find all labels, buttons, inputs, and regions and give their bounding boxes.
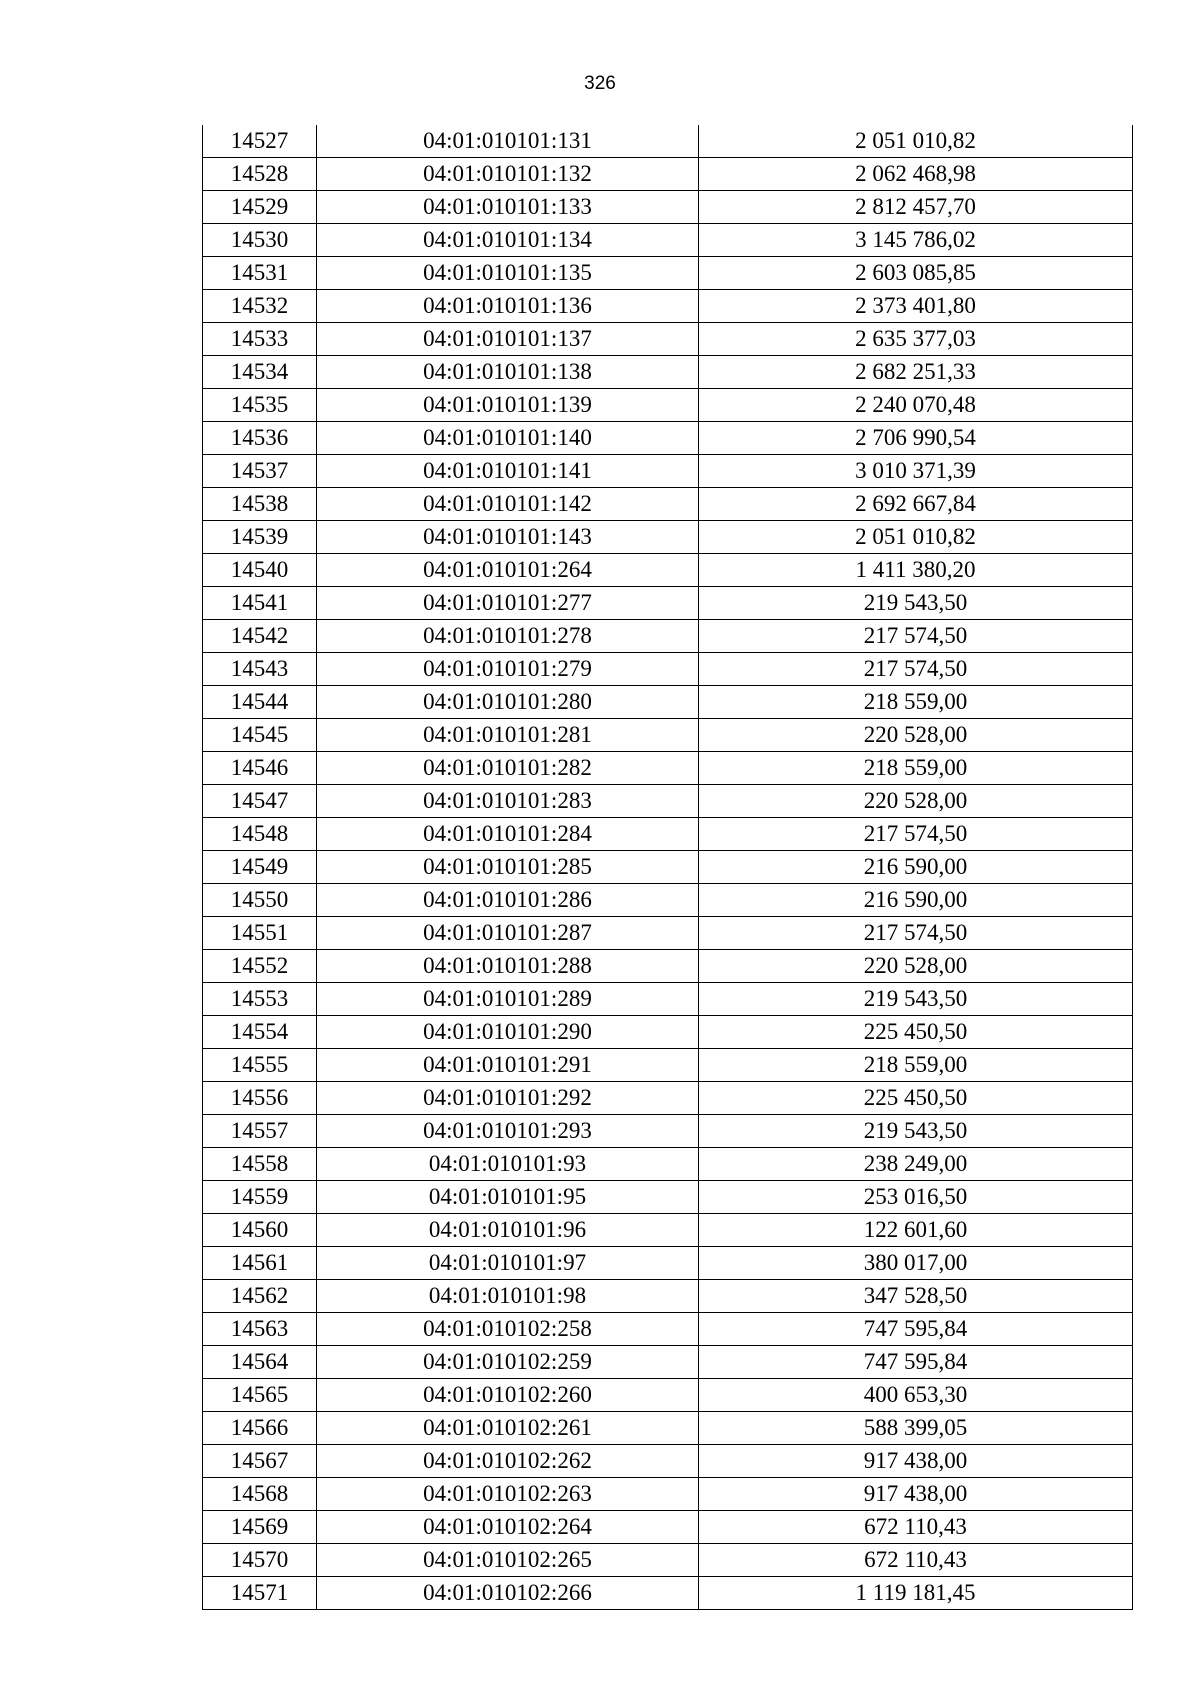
cadastral-number-cell: 04:01:010101:282 — [317, 752, 699, 785]
cadastral-number-cell: 04:01:010101:141 — [317, 455, 699, 488]
cadastral-number-cell: 04:01:010101:286 — [317, 884, 699, 917]
table-row — [203, 290, 1133, 323]
cadastral-value-cell: 218 559,00 — [699, 686, 1133, 719]
cadastral-value-cell: 2 635 377,03 — [699, 323, 1133, 356]
cadastral-number-cell: 04:01:010101:293 — [317, 1115, 699, 1148]
cadastral-number-cell: 04:01:010101:287 — [317, 917, 699, 950]
cadastral-value-cell: 2 682 251,33 — [699, 356, 1133, 389]
cadastral-number-cell: 04:01:010101:281 — [317, 719, 699, 752]
cadastral-value-cell: 218 559,00 — [699, 1049, 1133, 1082]
table-row — [203, 389, 1133, 422]
row-number-cell: 14540 — [203, 554, 317, 587]
row-number-cell: 14558 — [203, 1148, 317, 1181]
table-row — [203, 1016, 1133, 1049]
table-row — [203, 818, 1133, 851]
row-number-cell: 14528 — [203, 158, 317, 191]
table-row — [203, 1214, 1133, 1247]
cadastral-number-cell: 04:01:010101:98 — [317, 1280, 699, 1313]
table-row — [203, 1544, 1133, 1577]
table-row — [203, 1148, 1133, 1181]
table-row — [203, 158, 1133, 191]
row-number-cell: 14531 — [203, 257, 317, 290]
row-number-cell: 14559 — [203, 1181, 317, 1214]
row-number-cell: 14555 — [203, 1049, 317, 1082]
table-row — [203, 884, 1133, 917]
cadastral-value-cell: 2 373 401,80 — [699, 290, 1133, 323]
cadastral-value-cell: 219 543,50 — [699, 1115, 1133, 1148]
cadastral-value-cell: 216 590,00 — [699, 851, 1133, 884]
table-row — [203, 323, 1133, 356]
table-row — [203, 851, 1133, 884]
cadastral-value-cell: 3 010 371,39 — [699, 455, 1133, 488]
table-row — [203, 224, 1133, 257]
table-row — [203, 1049, 1133, 1082]
cadastral-number-cell: 04:01:010101:131 — [317, 125, 699, 158]
cadastral-value-cell: 2 692 667,84 — [699, 488, 1133, 521]
cadastral-number-cell: 04:01:010101:97 — [317, 1247, 699, 1280]
cadastral-value-cell: 347 528,50 — [699, 1280, 1133, 1313]
cadastral-value-cell: 2 812 457,70 — [699, 191, 1133, 224]
table-row — [203, 1577, 1133, 1610]
cadastral-number-cell: 04:01:010101:291 — [317, 1049, 699, 1082]
row-number-cell: 14570 — [203, 1544, 317, 1577]
table-row — [203, 1280, 1133, 1313]
row-number-cell: 14552 — [203, 950, 317, 983]
cadastral-value-cell: 218 559,00 — [699, 752, 1133, 785]
cadastral-value-cell: 588 399,05 — [699, 1412, 1133, 1445]
row-number-cell: 14544 — [203, 686, 317, 719]
cadastral-number-cell: 04:01:010101:133 — [317, 191, 699, 224]
cadastral-value-cell: 2 603 085,85 — [699, 257, 1133, 290]
cadastral-value-cell: 219 543,50 — [699, 983, 1133, 1016]
row-number-cell: 14560 — [203, 1214, 317, 1247]
cadastral-number-cell: 04:01:010101:136 — [317, 290, 699, 323]
cadastral-number-cell: 04:01:010101:264 — [317, 554, 699, 587]
table-row — [203, 191, 1133, 224]
cadastral-number-cell: 04:01:010101:142 — [317, 488, 699, 521]
table-row — [203, 488, 1133, 521]
table-row — [203, 653, 1133, 686]
cadastral-number-cell: 04:01:010101:96 — [317, 1214, 699, 1247]
cadastral-value-cell: 238 249,00 — [699, 1148, 1133, 1181]
cadastral-value-cell: 2 706 990,54 — [699, 422, 1133, 455]
table-body — [203, 125, 1133, 1610]
cadastral-value-cell: 672 110,43 — [699, 1511, 1133, 1544]
row-number-cell: 14543 — [203, 653, 317, 686]
table-row — [203, 1346, 1133, 1379]
table-row — [203, 1082, 1133, 1115]
row-number-cell: 14538 — [203, 488, 317, 521]
cadastral-value-cell: 380 017,00 — [699, 1247, 1133, 1280]
cadastral-number-cell: 04:01:010101:139 — [317, 389, 699, 422]
table-row — [203, 917, 1133, 950]
row-number-cell: 14548 — [203, 818, 317, 851]
cadastral-value-cell: 220 528,00 — [699, 785, 1133, 818]
row-number-cell: 14550 — [203, 884, 317, 917]
row-number-cell: 14557 — [203, 1115, 317, 1148]
cadastral-number-cell: 04:01:010101:283 — [317, 785, 699, 818]
row-number-cell: 14562 — [203, 1280, 317, 1313]
row-number-cell: 14533 — [203, 323, 317, 356]
cadastral-value-cell: 2 240 070,48 — [699, 389, 1133, 422]
row-number-cell: 14535 — [203, 389, 317, 422]
cadastral-number-cell: 04:01:010101:93 — [317, 1148, 699, 1181]
row-number-cell: 14564 — [203, 1346, 317, 1379]
row-number-cell: 14537 — [203, 455, 317, 488]
cadastral-value-cell: 400 653,30 — [699, 1379, 1133, 1412]
row-number-cell: 14551 — [203, 917, 317, 950]
cadastral-number-cell: 04:01:010101:285 — [317, 851, 699, 884]
row-number-cell: 14563 — [203, 1313, 317, 1346]
cadastral-value-cell: 217 574,50 — [699, 917, 1133, 950]
cadastral-number-cell: 04:01:010102:261 — [317, 1412, 699, 1445]
table-row — [203, 983, 1133, 1016]
table-row — [203, 1181, 1133, 1214]
page-number: 326 — [584, 73, 616, 94]
table-row — [203, 620, 1133, 653]
row-number-cell: 14530 — [203, 224, 317, 257]
row-number-cell: 14566 — [203, 1412, 317, 1445]
table-row — [203, 455, 1133, 488]
cadastral-number-cell: 04:01:010101:292 — [317, 1082, 699, 1115]
cadastral-value-cell: 220 528,00 — [699, 719, 1133, 752]
cadastral-value-cell: 917 438,00 — [699, 1445, 1133, 1478]
table-row — [203, 587, 1133, 620]
cadastral-number-cell: 04:01:010101:279 — [317, 653, 699, 686]
row-number-cell: 14532 — [203, 290, 317, 323]
table-row — [203, 1115, 1133, 1148]
row-number-cell: 14546 — [203, 752, 317, 785]
row-number-cell: 14527 — [203, 125, 317, 158]
cadastral-number-cell: 04:01:010102:265 — [317, 1544, 699, 1577]
table-row — [203, 1313, 1133, 1346]
cadastral-value-cell: 216 590,00 — [699, 884, 1133, 917]
row-number-cell: 14534 — [203, 356, 317, 389]
cadastral-value-cell: 2 051 010,82 — [699, 521, 1133, 554]
cadastral-number-cell: 04:01:010101:138 — [317, 356, 699, 389]
cadastral-value-cell: 2 062 468,98 — [699, 158, 1133, 191]
cadastral-number-cell: 04:01:010102:266 — [317, 1577, 699, 1610]
row-number-cell: 14567 — [203, 1445, 317, 1478]
cadastral-number-cell: 04:01:010101:140 — [317, 422, 699, 455]
cadastral-number-cell: 04:01:010102:260 — [317, 1379, 699, 1412]
table-row — [203, 785, 1133, 818]
row-number-cell: 14545 — [203, 719, 317, 752]
row-number-cell: 14542 — [203, 620, 317, 653]
row-number-cell: 14553 — [203, 983, 317, 1016]
cadastral-number-cell: 04:01:010101:288 — [317, 950, 699, 983]
cadastral-number-cell: 04:01:010101:278 — [317, 620, 699, 653]
row-number-cell: 14568 — [203, 1478, 317, 1511]
cadastral-number-cell: 04:01:010102:263 — [317, 1478, 699, 1511]
cadastral-value-cell: 219 543,50 — [699, 587, 1133, 620]
cadastral-value-cell: 122 601,60 — [699, 1214, 1133, 1247]
cadastral-value-cell: 225 450,50 — [699, 1016, 1133, 1049]
table-row — [203, 521, 1133, 554]
table-row — [203, 257, 1133, 290]
row-number-cell: 14569 — [203, 1511, 317, 1544]
cadastral-number-cell: 04:01:010101:137 — [317, 323, 699, 356]
row-number-cell: 14571 — [203, 1577, 317, 1610]
cadastral-table-container — [202, 125, 1132, 1610]
cadastral-value-cell: 217 574,50 — [699, 653, 1133, 686]
cadastral-value-cell: 217 574,50 — [699, 620, 1133, 653]
cadastral-value-cell: 220 528,00 — [699, 950, 1133, 983]
table-row — [203, 125, 1133, 158]
table-row — [203, 356, 1133, 389]
row-number-cell: 14539 — [203, 521, 317, 554]
table-row — [203, 1511, 1133, 1544]
table-row — [203, 554, 1133, 587]
cadastral-value-cell: 1 119 181,45 — [699, 1577, 1133, 1610]
cadastral-value-cell: 217 574,50 — [699, 818, 1133, 851]
cadastral-number-cell: 04:01:010101:95 — [317, 1181, 699, 1214]
row-number-cell: 14529 — [203, 191, 317, 224]
cadastral-number-cell: 04:01:010101:289 — [317, 983, 699, 1016]
table-row — [203, 752, 1133, 785]
row-number-cell: 14547 — [203, 785, 317, 818]
cadastral-number-cell: 04:01:010101:132 — [317, 158, 699, 191]
cadastral-number-cell: 04:01:010101:277 — [317, 587, 699, 620]
table-row — [203, 1247, 1133, 1280]
table-row — [203, 719, 1133, 752]
table-row — [203, 1379, 1133, 1412]
row-number-cell: 14554 — [203, 1016, 317, 1049]
table-row — [203, 1412, 1133, 1445]
cadastral-number-cell: 04:01:010102:262 — [317, 1445, 699, 1478]
cadastral-value-cell: 672 110,43 — [699, 1544, 1133, 1577]
cadastral-value-cell: 3 145 786,02 — [699, 224, 1133, 257]
cadastral-value-table — [202, 125, 1133, 1610]
cadastral-number-cell: 04:01:010102:259 — [317, 1346, 699, 1379]
row-number-cell: 14549 — [203, 851, 317, 884]
row-number-cell: 14561 — [203, 1247, 317, 1280]
cadastral-value-cell: 747 595,84 — [699, 1313, 1133, 1346]
cadastral-number-cell: 04:01:010101:134 — [317, 224, 699, 257]
cadastral-value-cell: 2 051 010,82 — [699, 125, 1133, 158]
row-number-cell: 14541 — [203, 587, 317, 620]
cadastral-number-cell: 04:01:010102:258 — [317, 1313, 699, 1346]
row-number-cell: 14556 — [203, 1082, 317, 1115]
cadastral-value-cell: 1 411 380,20 — [699, 554, 1133, 587]
table-row — [203, 422, 1133, 455]
cadastral-number-cell: 04:01:010101:135 — [317, 257, 699, 290]
table-row — [203, 1478, 1133, 1511]
table-row — [203, 1445, 1133, 1478]
table-row — [203, 950, 1133, 983]
cadastral-number-cell: 04:01:010101:143 — [317, 521, 699, 554]
cadastral-value-cell: 225 450,50 — [699, 1082, 1133, 1115]
cadastral-number-cell: 04:01:010102:264 — [317, 1511, 699, 1544]
table-row — [203, 686, 1133, 719]
cadastral-number-cell: 04:01:010101:290 — [317, 1016, 699, 1049]
cadastral-number-cell: 04:01:010101:284 — [317, 818, 699, 851]
row-number-cell: 14565 — [203, 1379, 317, 1412]
cadastral-value-cell: 747 595,84 — [699, 1346, 1133, 1379]
cadastral-number-cell: 04:01:010101:280 — [317, 686, 699, 719]
cadastral-value-cell: 253 016,50 — [699, 1181, 1133, 1214]
row-number-cell: 14536 — [203, 422, 317, 455]
cadastral-value-cell: 917 438,00 — [699, 1478, 1133, 1511]
